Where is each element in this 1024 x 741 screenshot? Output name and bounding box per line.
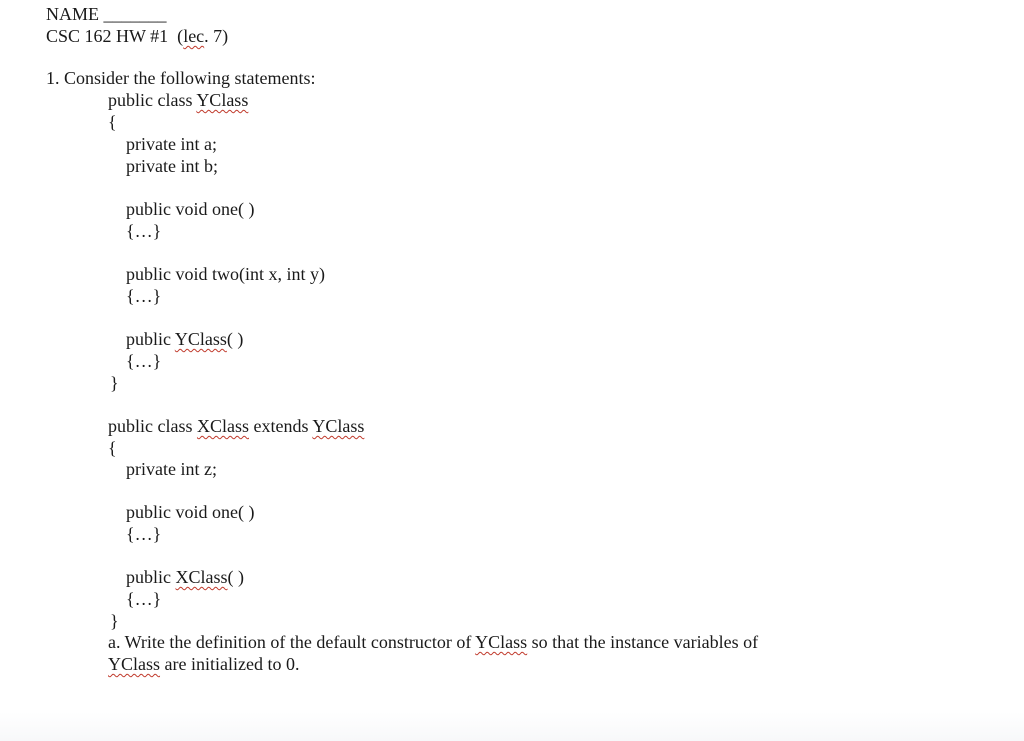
xclass-declaration [108,415,364,437]
page-bottom-edge [0,712,1024,741]
yclass-field-a: private int a; [126,134,217,154]
yclass-declaration [108,89,248,111]
yclass-close-brace: } [110,373,119,393]
xclass-parent-name: YClass [312,416,365,436]
yclass-field-b: private int b; [126,156,218,176]
course-suffix: . 7) [204,26,229,46]
xclass-constructor-body: {…} [126,589,162,609]
yclass-method-two-body: {…} [126,286,162,306]
part-a-class-ref-2: YClass [108,654,161,674]
part-a-suffix: so that the instance variables of [527,632,759,652]
yclass-method-two: public void two(int x, int y) [126,264,325,284]
question-1-heading: 1. Consider the following statements: [46,68,316,88]
yclass-constructor-body: {…} [126,351,162,371]
name-label: NAME [46,4,99,24]
xclass-open-brace: { [108,438,117,458]
xclass-close-brace: } [110,611,119,631]
course-heading [46,25,228,47]
yclass-ctor-name: YClass [174,329,227,349]
xclass-method-one: public void one( ) [126,502,255,522]
yclass-decl-name: YClass [196,90,249,110]
xclass-field-z: private int z; [126,459,217,479]
part-a-prefix: a. Write the definition of the default constructor of [108,632,476,652]
xclass-ctor-name: XClass [175,567,228,587]
part-a-line-1 [108,631,758,653]
yclass-ctor-suffix: ( ) [226,329,244,349]
part-a-line-2 [108,653,299,675]
part-a-class-ref-1: YClass [475,632,528,652]
xclass-extends-word: extends [249,416,313,436]
yclass-open-brace: { [108,112,117,132]
name-blank: _______ [103,4,167,24]
yclass-constructor [126,328,243,350]
xclass-method-one-body: {…} [126,524,162,544]
yclass-ctor-prefix: public [126,329,175,349]
xclass-ctor-suffix: ( ) [227,567,245,587]
name-line [46,3,167,25]
yclass-method-one-body: {…} [126,221,162,241]
course-prefix: CSC 162 HW #1 ( [46,26,184,46]
yclass-method-one: public void one( ) [126,199,255,219]
xclass-decl-prefix: public class [108,416,197,436]
yclass-decl-prefix: public class [108,90,197,110]
part-a-line-2-suffix: are initialized to 0. [160,654,300,674]
xclass-ctor-prefix: public [126,567,176,587]
xclass-constructor [126,566,244,588]
lec-word: lec [183,26,205,46]
xclass-decl-name: XClass [196,416,249,436]
